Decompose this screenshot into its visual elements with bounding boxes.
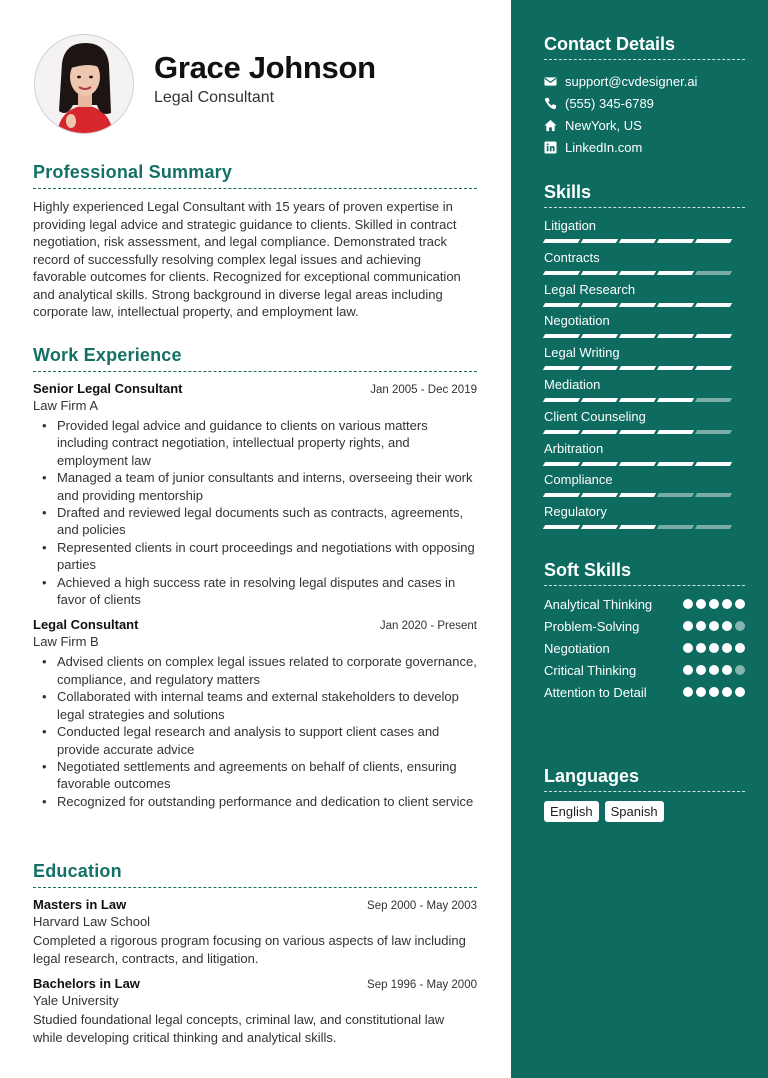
skill-level-segment (581, 303, 618, 307)
contact-phone[interactable] (544, 92, 745, 114)
education-description: Studied foundational legal concepts, criminal law, and constitutional law while developing critical thinking and analytical skills. (33, 1012, 445, 1045)
rating-dot (683, 599, 693, 609)
skill-level-segment (581, 430, 618, 434)
soft-skill-rating (683, 621, 745, 631)
summary-section (33, 162, 477, 321)
contact-linkedin[interactable] (544, 136, 745, 158)
linkedin-icon (544, 141, 557, 154)
rating-dot (683, 643, 693, 653)
rating-dot (722, 599, 732, 609)
skill-level-segment (695, 430, 732, 434)
skill-level-segment (619, 271, 656, 275)
rating-dot (709, 687, 719, 697)
contact-linkedin-text: LinkedIn.com (565, 139, 643, 155)
summary-text: Highly experienced Legal Consultant with 15 years of proven expertise in providing legal advice and strategic guidance to clients. Skilled in contract negotiation, risk assessment, and legal compliance. Demonstrated track record of successfully resolving complex legal issues and achieving favorable outcomes for clients. Recognized for exceptional communication and analytical skills. Strong background in diverse legal areas including corporate law, intellectual property, and employment law. (33, 199, 461, 319)
skill-level-segment (581, 334, 618, 338)
list-item: • Provided legal advice and guidance to clients on various matters including contract negotiation, intellectual property rights, and employment law (33, 417, 477, 469)
languages-list (544, 801, 745, 822)
avatar (34, 34, 134, 134)
rating-dot (683, 621, 693, 631)
rating-dot (709, 599, 719, 609)
degree-title: Masters in Law (33, 897, 127, 912)
job-company: Law Firm A (33, 398, 99, 413)
rating-dot (735, 643, 745, 653)
skill-level-segment (543, 462, 580, 466)
list-item: • Collaborated with internal teams and external stakeholders to develop legal strategies and solutions (33, 688, 477, 723)
candidate-name: Grace Johnson (154, 50, 376, 85)
skill-item (544, 313, 745, 345)
soft-skill-name: Attention to Detail (544, 685, 647, 700)
skill-level-segment (695, 366, 732, 370)
rating-dot (696, 643, 706, 653)
skill-level-bar (544, 430, 745, 434)
skill-level-segment (695, 398, 732, 402)
skill-level-bar (544, 525, 745, 529)
skill-item (544, 472, 745, 504)
list-item: • Conducted legal research and analysis to support client cases and provide accurate advice (33, 723, 477, 758)
section-divider (33, 887, 477, 888)
contact-location-text: NewYork, US (565, 117, 642, 133)
skill-level-segment (657, 239, 694, 243)
skill-level-segment (619, 366, 656, 370)
skill-name: Regulatory (544, 504, 607, 520)
soft-skill-name: Critical Thinking (544, 663, 637, 678)
education-entry (33, 897, 477, 967)
contact-section (544, 34, 745, 158)
rating-dot (735, 687, 745, 697)
experience-heading: Work Experience (33, 345, 182, 365)
education-dates: Sep 2000 - May 2003 (367, 900, 477, 912)
skill-level-bar (544, 366, 745, 370)
section-divider (544, 59, 745, 60)
skill-name: Legal Research (544, 281, 636, 297)
rating-dot (696, 621, 706, 631)
soft-skill-item (544, 596, 745, 613)
skill-level-segment (543, 271, 580, 275)
contact-email[interactable] (544, 70, 745, 92)
skills-heading: Skills (544, 182, 592, 202)
soft-skill-name: Negotiation (544, 641, 610, 656)
profile-photo (35, 35, 134, 134)
skill-level-segment (657, 462, 694, 466)
skill-level-segment (619, 525, 656, 529)
skill-level-bar (544, 271, 745, 275)
rating-dot (735, 665, 745, 675)
skill-name: Client Counseling (544, 408, 646, 424)
skill-item (544, 441, 745, 473)
rating-dot (722, 643, 732, 653)
section-divider (33, 371, 477, 372)
job-title: Senior Legal Consultant (33, 381, 183, 396)
skill-level-segment (619, 430, 656, 434)
skill-name: Legal Writing (544, 345, 620, 361)
rating-dot (709, 665, 719, 675)
candidate-title: Legal Consultant (154, 89, 275, 106)
skill-name: Arbitration (544, 440, 604, 456)
skill-level-segment (657, 493, 694, 497)
skill-level-segment (657, 430, 694, 434)
education-dates: Sep 1996 - May 2000 (367, 979, 477, 991)
skill-level-segment (543, 239, 580, 243)
section-divider (544, 207, 745, 208)
skill-level-segment (619, 398, 656, 402)
list-item: • Managed a team of junior consultants and interns, overseeing their work and providing mentorship (33, 469, 477, 504)
skill-level-segment (543, 525, 580, 529)
language-badge: English (544, 801, 599, 822)
soft-skill-rating (683, 665, 745, 675)
job-dates: Jan 2020 - Present (379, 620, 477, 633)
skill-level-segment (619, 493, 656, 497)
envelope-icon (544, 75, 557, 88)
skill-name: Litigation (544, 218, 597, 233)
job-dates: Jan 2005 - Dec 2019 (370, 384, 477, 396)
job-bullets (33, 653, 477, 810)
summary-heading: Professional Summary (33, 162, 233, 182)
skill-level-segment (695, 525, 732, 529)
rating-dot (722, 687, 732, 697)
contact-heading: Contact Details (544, 34, 676, 54)
skill-level-bar (544, 334, 745, 338)
skill-level-segment (581, 239, 618, 243)
contact-phone-text: (555) 345-6789 (565, 95, 654, 111)
skill-name: Contracts (544, 249, 600, 265)
soft-skills-section (544, 560, 745, 701)
education-heading: Education (33, 861, 122, 881)
experience-section (33, 345, 477, 810)
section-divider (544, 585, 745, 586)
rating-dot (722, 621, 732, 631)
skill-level-segment (695, 462, 732, 466)
home-icon (544, 119, 557, 132)
job-entry (33, 381, 477, 608)
skill-level-bar (544, 239, 745, 243)
skill-level-segment (619, 462, 656, 466)
school-name: Yale University (33, 993, 119, 1008)
contact-location (544, 114, 745, 136)
skill-item (544, 377, 745, 409)
job-title: Legal Consultant (33, 617, 139, 633)
skill-level-segment (657, 303, 694, 307)
skill-level-segment (581, 525, 618, 529)
list-item: • Recognized for outstanding performance and dedication to client service (33, 793, 477, 810)
soft-skill-item (544, 684, 745, 701)
rating-dot (696, 687, 706, 697)
skill-name: Negotiation (544, 313, 610, 329)
languages-heading: Languages (544, 766, 640, 786)
skill-level-segment (657, 334, 694, 338)
degree-title: Bachelors in Law (33, 976, 140, 991)
skill-level-segment (657, 525, 694, 529)
skill-level-segment (619, 303, 656, 307)
soft-skill-rating (683, 687, 745, 697)
contact-email-text: support@cvdesigner.ai (565, 73, 698, 89)
skill-item (544, 345, 745, 377)
skill-item (544, 504, 745, 536)
soft-skill-item (544, 662, 745, 679)
list-item: • Drafted and reviewed legal documents such as contracts, agreements, and policies (33, 504, 477, 539)
skill-level-bar (544, 398, 745, 402)
rating-dot (683, 665, 693, 675)
job-company: Law Firm B (33, 634, 99, 650)
skill-level-segment (581, 462, 618, 466)
job-bullets (33, 417, 477, 608)
skill-name: Mediation (544, 376, 601, 392)
soft-skill-name: Analytical Thinking (544, 597, 653, 612)
skills-list (544, 218, 745, 536)
skill-level-segment (695, 493, 732, 497)
rating-dot (722, 665, 732, 675)
skill-level-bar (544, 493, 745, 497)
skill-item (544, 250, 745, 282)
skill-item (544, 218, 745, 250)
skills-section (544, 182, 745, 536)
rating-dot (696, 599, 706, 609)
skill-item (544, 282, 745, 314)
skill-level-segment (619, 239, 656, 243)
skill-level-segment (543, 334, 580, 338)
sidebar (511, 0, 768, 1078)
job-entry (33, 617, 477, 810)
skill-level-segment (543, 398, 580, 402)
skill-level-segment (657, 398, 694, 402)
education-section (33, 861, 477, 1046)
skill-level-segment (581, 493, 618, 497)
skill-level-segment (695, 239, 732, 243)
section-divider (33, 188, 477, 189)
rating-dot (709, 621, 719, 631)
list-item: • Achieved a high success rate in resolving legal disputes and cases in favor of clients (33, 574, 477, 609)
skill-level-segment (581, 398, 618, 402)
skill-level-segment (581, 366, 618, 370)
language-badge: Spanish (605, 801, 664, 822)
list-item: • Represented clients in court proceedings and negotiations with opposing parties (33, 539, 477, 574)
soft-skills-heading: Soft Skills (544, 560, 632, 580)
skill-item (544, 409, 745, 441)
skill-level-segment (657, 271, 694, 275)
phone-icon (544, 97, 557, 110)
languages-section (544, 766, 745, 822)
soft-skill-name: Problem-Solving (544, 619, 640, 634)
soft-skill-rating (683, 643, 745, 653)
soft-skills-list (544, 596, 745, 701)
rating-dot (683, 687, 693, 697)
skill-level-segment (581, 271, 618, 275)
skill-level-segment (695, 303, 732, 307)
skill-level-segment (657, 366, 694, 370)
rating-dot (735, 621, 745, 631)
skill-level-segment (543, 493, 580, 497)
skill-level-bar (544, 303, 745, 307)
skill-level-segment (695, 271, 732, 275)
school-name: Harvard Law School (33, 914, 151, 929)
education-description: Completed a rigorous program focusing on various aspects of law including legal research, contracts, and litigation. (33, 933, 466, 966)
rating-dot (696, 665, 706, 675)
skill-level-segment (619, 334, 656, 338)
skill-level-segment (543, 303, 580, 307)
list-item: • Negotiated settlements and agreements on behalf of clients, ensuring favorable outcomes (33, 758, 477, 793)
skill-level-segment (543, 430, 580, 434)
list-item: • Advised clients on complex legal issues related to corporate governance, compliance, and regulatory matters (33, 653, 477, 688)
skill-name: Compliance (544, 472, 613, 488)
soft-skill-item (544, 618, 745, 635)
section-divider (544, 791, 745, 792)
skill-level-bar (544, 462, 745, 466)
soft-skill-rating (683, 599, 745, 609)
soft-skill-item (544, 640, 745, 657)
rating-dot (709, 643, 719, 653)
rating-dot (735, 599, 745, 609)
skill-level-segment (543, 366, 580, 370)
education-entry (33, 976, 477, 1046)
skill-level-segment (695, 334, 732, 338)
